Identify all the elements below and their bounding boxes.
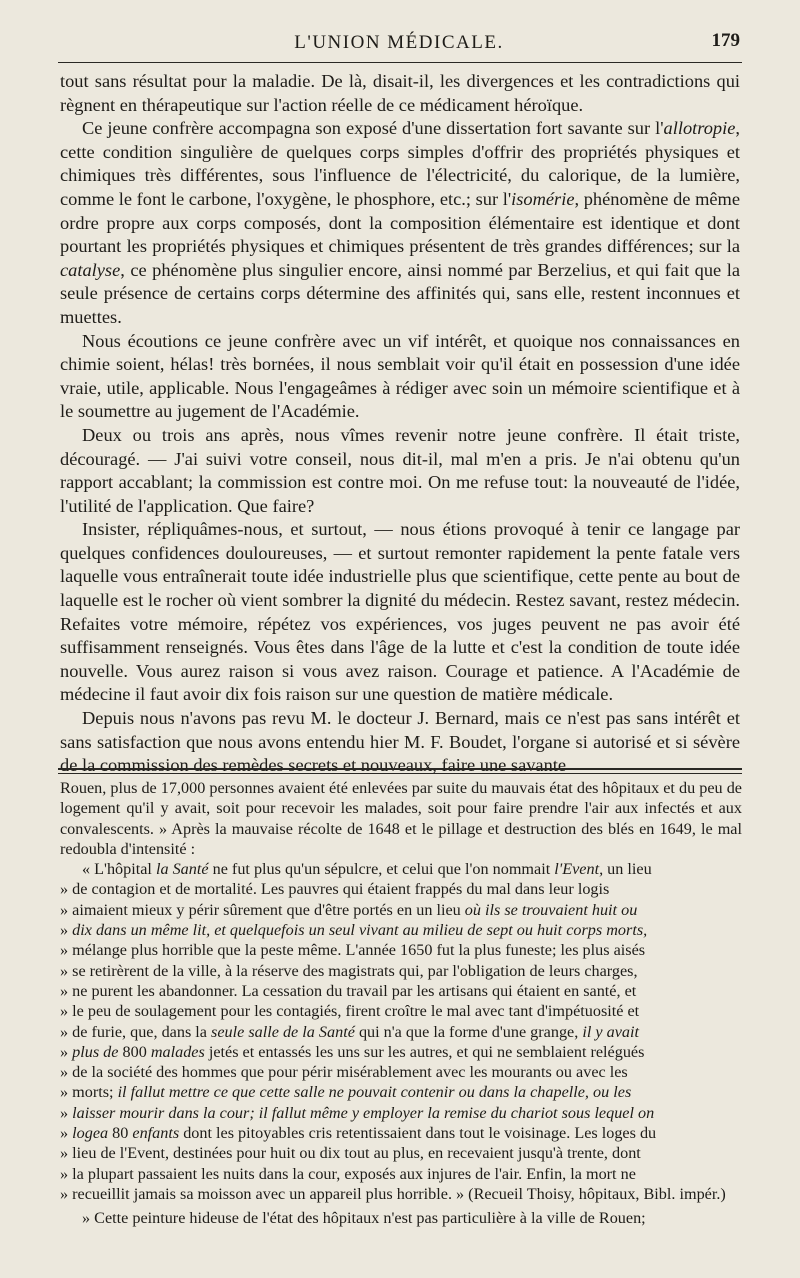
- p2-term-catalyse: catalyse: [60, 259, 121, 280]
- footnote-quote-line: » lieu de l'Event, destinées pour huit ou dix tout au plus, en recevaient jusqu'à trente, dont: [60, 1144, 641, 1163]
- fn-text: « L'hôpital: [82, 860, 156, 879]
- fn-text: »: [60, 1103, 73, 1122]
- paragraph-6: Depuis nous n'avons pas revu M. le docteur J. Bernard, mais ce n'est pas sans intérêt et sans satisfaction que nous avons entendu hier M. F. Boudet, l'organe si autorisé et si sévère de la commission des remèdes secrets et nouveaux, faire une savante: [60, 708, 740, 776]
- fn-italic: malades: [150, 1042, 205, 1061]
- p2-text-c: , cette condition singulière de quelques corps simples d'offrir des propriétés physiques et chimiques très différentes, sous l'influence de l'électricité, du calorique, de la lumière, comme le font le carbone, l'oxygène, le phosphore, etc.; sur l': [60, 118, 740, 209]
- footnote-quote-line: » se retirèrent de la ville, à la réserve des magistrats qui, par l'obligation de leurs charges,: [60, 961, 638, 980]
- paragraph-5: Insister, répliquâmes-nous, et surtout, — nous étions provoqué à tenir ce langage par quelques confidences douloureuses, — et surtout remonter rapidement la pente fatale vers laquelle vous entraînerait toute idée industrielle plus que scientifique, cette pente au bout de laquelle est le rocher où vient sombrer la dignité du médecin. Restez savant, restez médecin. Refaites votre mémoire, répétez vos expériences, vos juges peuvent ne pas avoir été suffisamment renseignés. Vous êtes dans l'âge de la lutte et c'est la condition de toute idée nouvelle. Vous aurez raison si vous avez raison. Courage et patience. A l'Académie de médecine il faut avoir dix fois raison sur une question de matière médicale.: [60, 519, 740, 705]
- header-rule: [58, 62, 742, 63]
- fn-text: 80: [108, 1124, 133, 1143]
- footnote-quote-line: [60, 1103, 742, 1123]
- p2-text-g: , ce phénomène plus singulier encore, ainsi nommé par Berzelius, et qui fait que la seule présence de certains corps détermine des affinités qui, sans elle, restent inconnues et muettes.: [60, 259, 740, 327]
- footnote-quote-line: [60, 859, 742, 879]
- footnote-quote-line: » de la société des hommes que pour périr misérablement avec les mourants ou avec les: [60, 1063, 628, 1082]
- fn-italic: dix dans un même lit, et quelquefois un seul vivant au milieu de sept ou huit corps morts,: [72, 921, 648, 940]
- fn-italic: logea: [72, 1124, 109, 1143]
- footnote-quote-line: [60, 1082, 742, 1102]
- paragraph-2: [60, 117, 740, 329]
- fn-italic: l'Event,: [554, 860, 604, 879]
- page-number: 179: [711, 30, 740, 51]
- fn-italic: laisser mourir dans la cour; il fallut même y employer la remise du chariot sous lequel on: [72, 1103, 655, 1122]
- paragraph-4: Deux ou trois ans après, nous vîmes revenir notre jeune confrère. Il était triste, découragé. — J'ai suivi votre conseil, nous dit-il, mal m'en a pris. Je n'ai obtenu qu'un rapport accablant; la commission est contre moi. On me refuse tout: la nouveauté de l'idée, l'utilité de l'application. Que faire?: [60, 424, 740, 516]
- fn-text: »: [60, 1124, 73, 1143]
- fn-text: un lieu: [603, 860, 652, 879]
- footnote-quote-line: » mélange plus horrible que la peste même. L'année 1650 fut la plus funeste; les plus aisés: [60, 941, 646, 960]
- footnote: [60, 778, 742, 1229]
- fn-text: »: [60, 1042, 73, 1061]
- footnote-quote-line: [60, 1042, 742, 1062]
- paragraph-3: Nous écoutions ce jeune confrère avec un vif intérêt, et quoique nos connaissances en chimie soient, hélas! très bornées, il nous semblait voir qu'il était en possession d'une idée vraie, utile, applicable. Nous l'engageâmes à rédiger avec soin un mémoire scientifique et à le soumettre au jugement de l'Académie.: [60, 330, 740, 422]
- fn-italic: il fallut mettre ce que cette salle ne pouvait contenir ou dans la chapelle, ou les: [117, 1083, 632, 1102]
- fn-text: » aimaient mieux y périr sûrement que d'être portés en un lieu: [60, 900, 465, 919]
- fn-text: jetés et entassés les uns sur les autres, et qui ne semblaient relégués: [204, 1042, 645, 1061]
- fn-text: ne fut plus qu'un sépulcre, et celui que l'on nommait: [208, 860, 555, 879]
- paragraph-1: tout sans résultat pour la maladie. De là, disait-il, les divergences et les contradictions qui règnent en thérapeutique sur l'action réelle de ce médicament héroïque.: [60, 71, 740, 115]
- footnote-intro: Rouen, plus de 17,000 personnes avaient été enlevées par suite du mauvais état des hôpitaux et du peu de logement qu'il y avait, soit pour recevoir les malades, soit pour faire prendre l'air aux infectés et aux convalescents. » Après la mauvaise récolte de 1648 et le pillage et destruction des blés en 1649, le mal redoubla d'intensité :: [60, 779, 742, 858]
- p2-text-e: , phénomène de même ordre propre aux corps composés, dont la composition élémentaire est identique et dont pourtant les propriétés physiques et chimiques présentent de très grandes différences; sur la: [60, 188, 741, 257]
- footnote-quote-line: [60, 920, 742, 940]
- fn-italic: où ils se trouvaient huit ou: [464, 900, 638, 919]
- footnote-quote-line: [60, 1022, 742, 1042]
- footnote-quote-line: » le peu de soulagement pour les contagiés, firent croître le mal avec tant d'impétuosité et: [60, 1002, 640, 1021]
- fn-text: dont les pitoyables cris retentissaient dans tout le voisinage. Les loges du: [179, 1124, 657, 1143]
- footnote-quote-line: » ne purent les abandonner. La cessation du travail par les artisans qui étaient en santé, et: [60, 981, 637, 1000]
- fn-text: 800: [118, 1042, 151, 1061]
- footnote-quote-line: » recueillit jamais sa moisson avec un appareil plus horrible. » (Recueil Thoisy, hôpitaux, Bibl. impér.): [60, 1184, 726, 1203]
- footnote-quote-line: » de contagion et de mortalité. Les pauvres qui étaient frappés du mal dans leur logis: [60, 880, 610, 899]
- p2-text-a: Ce jeune confrère accompagna son exposé d'une dissertation fort savante sur l': [82, 118, 664, 139]
- page-header: [58, 28, 740, 58]
- article-body: [60, 70, 740, 778]
- p2-term-isomerie: isomérie: [511, 188, 575, 209]
- fn-text: » de furie, que, dans la: [60, 1022, 212, 1041]
- fn-text: »: [60, 921, 73, 940]
- fn-italic: il y avait: [582, 1022, 639, 1041]
- fn-italic: enfants: [132, 1124, 180, 1143]
- p2-term-allotropie: allotropie: [663, 118, 736, 139]
- fn-italic: seule salle de la Santé: [211, 1022, 355, 1041]
- footnote-quote-line: [60, 1123, 742, 1143]
- footnote-quote-line: » la plupart passaient les nuits dans la cour, exposés aux injures de l'air. Enfin, la mort ne: [60, 1164, 636, 1183]
- fn-italic: la Santé: [155, 860, 209, 879]
- running-title: L'UNION MÉDICALE.: [294, 32, 504, 53]
- fn-italic: plus de: [72, 1042, 119, 1061]
- footnote-last-line: » Cette peinture hideuse de l'état des hôpitaux n'est pas particulière à la ville de Rouen;: [82, 1209, 646, 1228]
- footnote-quote-line: [60, 900, 742, 920]
- fn-text: qui n'a que la forme d'une grange,: [354, 1022, 583, 1041]
- footnote-rule: [58, 768, 742, 774]
- fn-text: » morts;: [60, 1083, 118, 1102]
